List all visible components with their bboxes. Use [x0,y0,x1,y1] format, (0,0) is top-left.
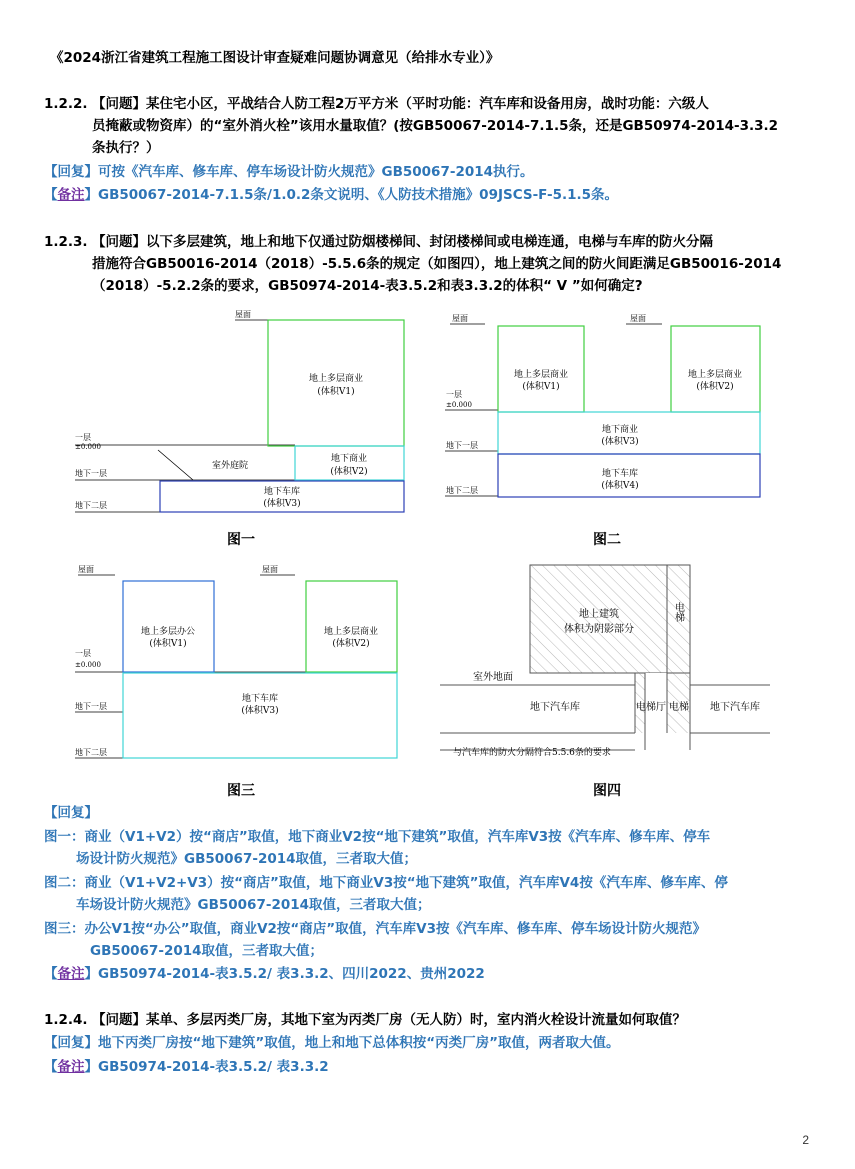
fig1-caption: 图一 [227,532,255,548]
fig2-roof-right: 屋面 [630,314,646,323]
fig2-garage-volume: (体积V4) [601,481,639,491]
note-label: 备注 [57,1059,85,1075]
q122-reply: 【回复】可按《汽车库、修车库、停车场设计防火规范》GB50067-2014执行。 [44,164,534,180]
fig4-building-label: 地上建筑 [579,609,619,620]
fig3-left-label: 地上多层办公 [140,627,196,637]
document-title: 《2024浙江省建筑工程施工图设计审查疑难问题协调意见（给排水专业）》 [50,50,500,66]
reply123-fig1-line1: 图一：商业（V1+V2）按“商店”取值，地下商业V2按“地下建筑”取值，汽车库V3按《汽车库、修车库、停车 [44,829,711,845]
fig2-floor1-label: 一层 [446,390,462,399]
fig3-right-volume: (体积V2) [332,639,370,649]
fig2-comm-volume: (体积V3) [601,437,639,447]
fig1-floor1-elev: ±0.000 [75,443,101,451]
fig3-right-label: 地上多层商业 [323,627,379,637]
figure-4 [435,560,775,770]
note-label: 备注 [57,187,85,203]
fig4-note: 与汽车库的防火分隔符合5.5.6条的要求 [453,748,611,758]
fig4-garage-right: 地下汽车库 [710,702,760,713]
fig2-caption: 图二 [593,532,621,548]
fig2-floor1-elev: ±0.000 [446,401,472,409]
reply123-fig1-line2: 场设计防火规范》GB50067-2014取值，三者取大值； [76,851,418,867]
fig1-upper-volume: (体积V1) [317,387,355,397]
fig4-caption: 图四 [593,783,621,799]
fig4-garage-left: 地下汽车库 [530,702,580,713]
reply123-fig3-line2: GB50067-2014取值，三者取大值； [90,943,324,959]
q122-question-line3: 条执行？） [92,140,160,156]
fig3-roof-left: 屋面 [78,565,94,574]
fig3-b2-label: 地下二层 [75,748,107,757]
fig1-roof-label: 屋面 [235,310,251,319]
fig2-b1-label: 地下一层 [446,441,478,450]
fig3-roof-right: 屋面 [262,565,278,574]
q122-number: 1.2.2. [44,96,88,112]
fig2-left-volume: (体积V1) [522,382,560,392]
reply123-fig2-line1: 图二：商业（V1+V2+V3）按“商店”取值，地下商业V3按“地下建筑”取值，汽车库V4按《汽车库、修车库、停 [44,875,728,891]
q124-question: 【问题】某单、多层丙类厂房，其地下室为丙类厂房（无人防）时，室内消火栓设计流量如何取值？ [92,1012,686,1028]
q122-note: 【备注】GB50067-2014-7.1.5条/1.0.2条文说明、《人防技术措施》09JSCS-F-5.1.5条。 [44,187,619,203]
fig1-garage-volume: (体积V3) [263,499,301,509]
fig4-lobby: 电梯厅 [636,702,666,713]
fig2-b2-label: 地下二层 [446,486,478,495]
reply123-heading: 【回复】 [44,805,98,821]
fig1-court-label: 室外庭院 [211,461,249,471]
fig2-right-volume: (体积V2) [696,382,734,392]
figure-1 [65,305,415,520]
q123-question-line2: 措施符合GB50016-2014（2018）-5.5.6条的规定（如图四），地上建筑之间的防火间距满足GB50016-2014 [92,256,782,272]
fig1-upper-label: 地上多层商业 [308,374,364,384]
fig3-garage-label: 地下车库 [241,694,279,704]
fig1-floor1-label: 一层 [75,433,91,442]
fig3-b1-label: 地下一层 [75,702,107,711]
figure-2 [440,310,770,505]
fig2-comm-label: 地下商业 [601,425,639,435]
fig1-comm-volume: (体积V2) [330,467,368,477]
fig3-floor1-elev: ±0.000 [75,661,101,669]
q123-question-line1: 【问题】以下多层建筑，地上和地下仅通过防烟楼梯间、封闭楼梯间或电梯连通，电梯与车库的防火分隔 [92,234,713,250]
q123-question-line3: （2018）-5.2.2条的要求，GB50974-2014-表3.5.2和表3.3.2的体积“ V ”如何确定? [92,278,643,294]
figure-3 [70,560,410,770]
fig4-elevator-lower: 电梯 [669,702,689,713]
note-label: 备注 [57,966,85,982]
q124-note: 【备注】GB50974-2014-表3.5.2/ 表3.3.2 [44,1059,329,1075]
fig2-left-label: 地上多层商业 [513,370,569,380]
reply123-fig2-line2: 车场设计防火规范》GB50067-2014取值，三者取大值； [76,897,431,913]
page-number: 2 [802,1133,809,1147]
fig4-building-volume-note: 体积为阴影部分 [564,624,634,635]
fig2-right-label: 地上多层商业 [687,370,743,380]
fig4-elevator-upper: 电梯 [672,602,684,622]
fig3-floor1-label: 一层 [75,649,91,658]
q124-number: 1.2.4. [44,1012,88,1028]
reply123-note: 【备注】GB50974-2014-表3.5.2/ 表3.3.2、四川2022、贵州2022 [44,966,485,982]
q122-question-line1: 【问题】某住宅小区，平战结合人防工程2万平方米（平时功能：汽车库和设备用房，战时功能：六级人 [92,96,709,112]
fig1-garage-label: 地下车库 [263,487,301,497]
fig1-b1-label: 地下一层 [75,469,107,478]
fig1-comm-label: 地下商业 [330,454,368,464]
fig2-garage-label: 地下车库 [601,469,639,479]
reply123-fig3-line1: 图三：办公V1按“办公”取值，商业V2按“商店”取值，汽车库V3按《汽车库、修车库、停车场设计防火规范》 [44,921,707,937]
fig3-garage-volume: (体积V3) [241,706,279,716]
fig3-left-volume: (体积V1) [149,639,187,649]
q122-question-line2: 员掩蔽或物资库）的“室外消火栓”该用水量取值？(按GB50067-2014-7.1.5条，还是GB50974-2014-3.3.2 [92,118,779,134]
q123-number: 1.2.3. [44,234,88,250]
fig3-caption: 图三 [227,783,255,799]
q124-reply: 【回复】地下丙类厂房按“地下建筑”取值，地上和地下总体积按“丙类厂房”取值，两者取大值。 [44,1035,620,1051]
fig1-b2-label: 地下二层 [75,501,107,510]
fig4-ground-label: 室外地面 [473,672,513,683]
fig2-roof-left: 屋面 [452,314,468,323]
